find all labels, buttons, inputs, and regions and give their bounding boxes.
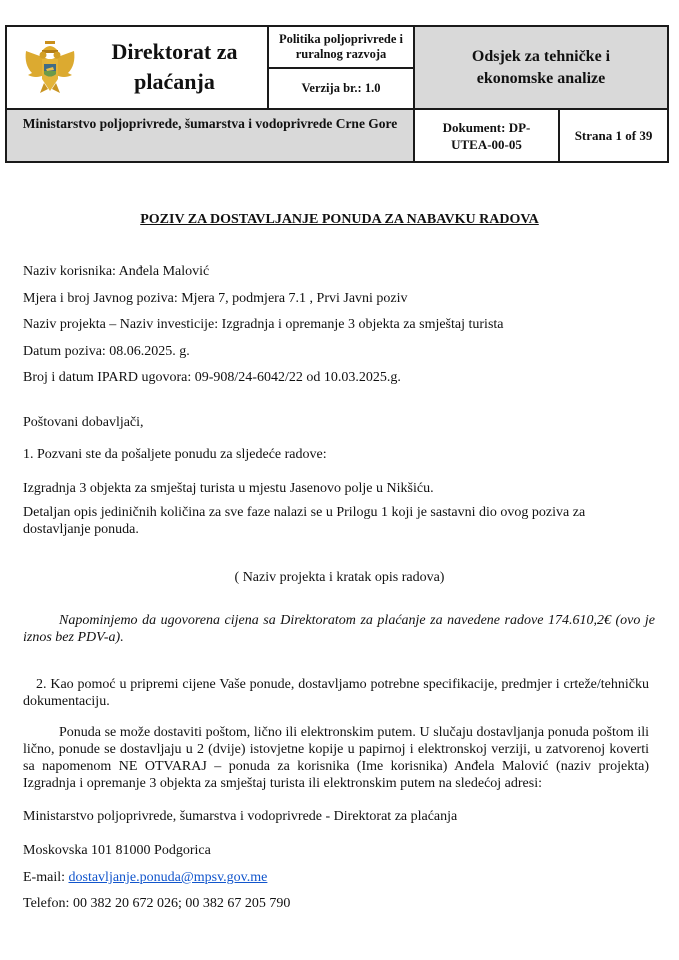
field-project: Naziv projekta – Naziv investicije: Izgradnja i opremanje 3 objekta za smještaj turista [23,317,504,332]
email-line [23,869,267,886]
document-title: POZIV ZA DOSTAVLJANJE PONUDA ZA NABAVKU RADOVA [140,212,539,227]
caption: ( Naziv projekta i kratak opis radova) [234,570,445,585]
field-beneficiary: Naziv korisnika: Anđela Malović [23,264,210,279]
ministry-cell: Ministarstvo poljoprivrede, šumarstva i vodoprivrede Crne Gore [6,109,414,162]
department-cell: Odsjek za tehničke i ekonomske analize [414,26,668,109]
version-cell: Verzija br.: 1.0 [268,68,414,109]
email-link[interactable]: dostavljanje.ponuda@mpsv.gov.me [68,870,268,885]
item-1: 1. Pozvani ste da pošaljete ponudu za sljedeće radove: [23,447,327,462]
email-label: E-mail: [23,870,69,885]
montenegro-coat-of-arms-icon [22,39,78,97]
policy-cell: Politika poljoprivrede i ruralnog razvoja [268,26,414,68]
field-measure: Mjera i broj Javnog poziva: Mjera 7, podmjera 7.1 , Prvi Javni poziv [23,291,408,306]
document-header-table [5,25,669,163]
page-number-cell: Strana 1 of 39 [559,109,668,162]
phone-line: Telefon: 00 382 20 672 026; 00 382 67 205 790 [23,896,291,911]
field-contract: Broj i datum IPARD ugovora: 09-908/24-6042/22 od 10.03.2025.g. [23,370,401,385]
org-title: Direktorat za plaćanja [111,39,238,94]
greeting: Poštovani dobavljači, [23,415,144,430]
price-note: Napominjemo da ugovorena cijena sa Direktoratom za plaćanje za navedene radove 174.610,2€ (ovo je iznos bez PDV-a). [23,613,655,645]
detail-paragraph: Detaljan opis jediničnih količina za sve faze nalazi se u Prilogu 1 koji je sastavni dio ovog poziva za dostavljanje ponuda. [23,505,586,537]
org-cell [6,26,268,109]
works-description: Izgradnja 3 objekta za smještaj turista u mjestu Jasenovo polje u Nikšiću. [23,481,434,496]
item-2: 2. Kao pomoć u pripremi cijene Vaše ponude, dostavljamo potrebne specifikacije, predmjer i crteže/tehničku dokumentaciju. [23,677,649,709]
address-street: Moskovska 101 81000 Podgorica [23,843,211,858]
delivery-paragraph: Ponuda se može dostaviti poštom, lično ili elektronskim putem. U slučaju dostavljanja ponuda poštom ili lično, ponude se dostavljaju u 2 (dvije) istovjetne kopije u papirnoj i elektronskoj verziji, u zatvorenoj koverti sa napomenom NE OTVARAJ – ponuda za korisnika (Ime korisnika) Anđela Malović (naziv projekta) Izgradnja i opremanje 3 objekta za smještaj turista ili elektronskim putem na sledećoj adresi: [23,725,649,791]
document-id-cell: Dokument: DP-UTEA-00-05 [414,109,559,162]
address-org: Ministarstvo poljoprivrede, šumarstva i vodoprivrede - Direktorat za plaćanja [23,809,458,824]
field-date: Datum poziva: 08.06.2025. g. [23,344,190,359]
